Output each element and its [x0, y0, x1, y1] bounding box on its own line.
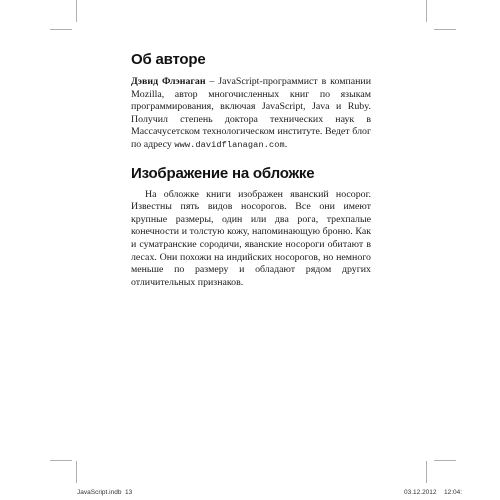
footer-date: 03.12.2012 [404, 489, 437, 496]
page-content [131, 50, 371, 289]
crop-mark-bottom-left-h [50, 460, 72, 461]
crop-mark-bottom-right [426, 461, 427, 483]
cover-heading: Изображение на обложке [131, 164, 315, 182]
footer-time: 12:04: [444, 489, 463, 496]
author-name: Дэвид Флэнаган [131, 76, 206, 87]
about-paragraph [131, 76, 371, 152]
crop-mark-top-right [426, 0, 427, 22]
cover-paragraph: На обложке книги изображен яванский носорог. Известны пять видов носорогов. Все они имеют крупные размеры, один или два рога, трехпалые конечности и толстую кожу, напоминающую броню. Как и суматранские сородичи, яванские носороги обитают в лесах. Они похожи на индийских носорогов, но немного меньше по размеру и обладают рядом других отличительных признаков. [131, 188, 371, 288]
footer-filename: JavaScript.indb [77, 489, 122, 496]
about-text: – JavaScript-программист в компании Mozilla, автор многочисленных книг по языкам программирования, включая JavaScript, Java и Ruby. Получил степень доктора технических наук в Массачусетском технологическом институте. Ведет блог по адресу [131, 76, 371, 150]
author-blog-url: www.davidflanagan.com [174, 139, 285, 150]
crop-mark-top-left-h [50, 29, 72, 30]
about-text-end: . [284, 138, 288, 150]
crop-mark-bottom-right-h [434, 460, 456, 461]
crop-mark-top-right-h [434, 29, 456, 30]
about-heading: Об авторе [131, 51, 206, 68]
footer-page-number: 13 [125, 489, 133, 496]
crop-mark-top-left [76, 0, 77, 22]
crop-mark-bottom-left [76, 461, 77, 483]
